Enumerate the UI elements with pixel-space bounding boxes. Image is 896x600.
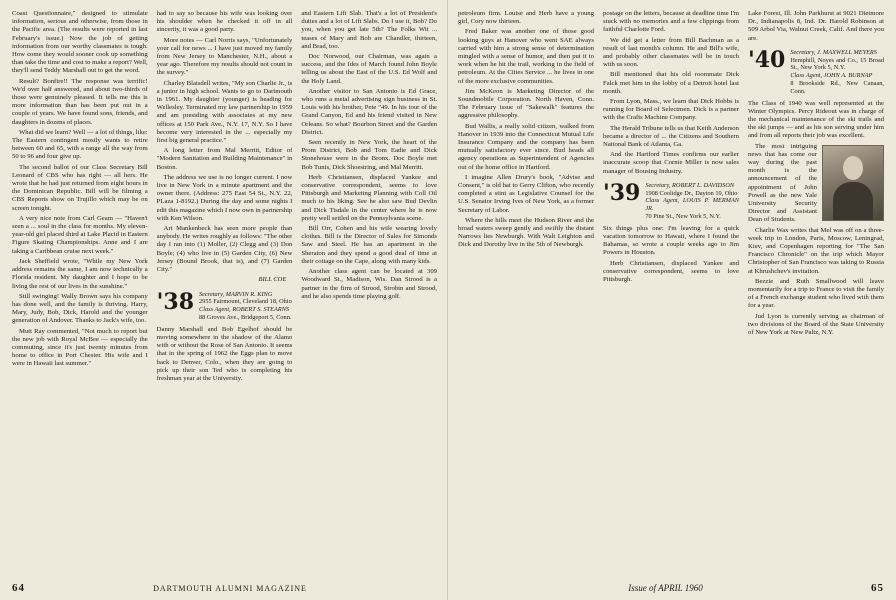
paragraph: Where the hills meet the Hudson River and the broad waters sweep gently and swiftly the distant Narrows lies Newburgh. With Walt Leighton and Dick and Dorothy live in the 5th of Newburgh.: [458, 216, 594, 249]
paragraph: Bill Orr, Cohen and his wife wearing lovely clothes. Bill is the Director of Sales for Simonds Saw and Steel. He has an apartment in the Sheraton and they spend a good deal of time at their cottage on the Cape, along with many kids.: [301, 225, 438, 265]
left-column-3: [301, 10, 437, 570]
paragraph: The most intriguing news that has come our way during the past month is the announcement of the appointment of John Powell as the new Yale University Security Director and Assistant Dean of Students.: [748, 142, 817, 224]
class-officers: [199, 291, 292, 322]
paragraph: Still swinging! Wally Brown says his company has done well, and the family is thriving. Harry, Mary, Judy, Bob, Dick, Harold and the younger generation of Andover. Thanks to Jack's wife, too.: [12, 292, 148, 325]
left-columns: [12, 10, 437, 570]
portrait-photo: [822, 145, 884, 221]
paragraph: From Lyon, Mass., we learn that Dick Hobbs is running for Board of Selectmen. Dick is a partner with the Crafts Machine Company.: [603, 98, 739, 122]
right-page: [448, 0, 896, 600]
agent-label: Class Agent, LOUIS P. MERMAN JR.: [645, 197, 739, 213]
paragraph: Art Mankenbeck has seen more people than anybody. He writes roughly as follows: "The other day I ran into (1) Moller, (2) Clegg and (3) Don Boyle; (4) who live in (5) Garden City, (6) New Jersey (Bound Brook, that is), and (7) Garden City.": [156, 225, 293, 274]
paragraph: Six things plus one: I'm leaving for a quick vacation tomorrow to Hawaii, where I found the Bahamas, so wrote a couple weeks ago to Jim Powers in Houston.: [603, 224, 739, 257]
paragraph: Herb Christiansen, displaced Yankee and conservative correspondent, seems to love Pittsburgh and Marketing Planning with Coll Oil much to his liking. See he also saw Bud Devlin and Dick Tisdale in the center where he is now pretty well settled on the Pennsylvania scene.: [301, 173, 438, 222]
class-heading-40: [748, 46, 884, 96]
paragraph: Seen recently in New York, the heart of the Prom District, Bob and Tom Eadie and Dick Stonehouse were in the Bronx. Doc Boyle met Bob Tunis, Dick Shoestring, and Mal Merritt.: [301, 139, 438, 171]
portrait-head: [843, 156, 863, 180]
magazine-title: DARTMOUTH ALUMNI MAGAZINE: [153, 584, 307, 593]
paragraph: The address we use is no longer current. I now live in New York in a minute apartment and the owner there. (Address: 275 East 54 St., N.Y. 22, PLaza 1-8192.) During the day and some nights I edit this magazine which I now own in partnership with Ken Wilson.: [156, 173, 293, 222]
right-columns: [458, 10, 884, 570]
paragraph: Doc Norwood, our Chairman, was again a success, and the Ides of March found John Boyle telling us about the East of the U.S. Ed Wolf and the Holy Land.: [301, 53, 438, 85]
portrait-body: [833, 182, 873, 220]
left-footer: [12, 582, 435, 594]
paragraph: Charlie Wax writes that Mel was off on a three-week trip to London, Paris, Moscow, Leningrad, Kiev, and Copenhagen reporting for "The San Francisco Chronicle" on the trip which Mayor Christopher of San Francisco was taking to Russia at Khrushchev's invitation.: [748, 226, 884, 275]
paragraph: Jack Sheffield wrote, "While my New York address remains the same, I am now technically a Florida resident. My daughter and I hope to be living the rest of our lives in the sunshine.": [12, 257, 148, 290]
secretary-address: Hemphill, Noyes and Co., 15 Broad St., New York 5, N.Y.: [790, 56, 884, 72]
paragraph: Another visitor to San Antonio is Ed Grace, who runs a metal advertising sign business in St. Louis with his brother, Pete "49. In his tour of the Grand Canyon, Ed and his friend visited in New Orleans. So what? Bourbon Street and the Garden District.: [301, 87, 438, 136]
paragraph: And the Hartford Times confirms our earlier inaccurate scoop that Cornie Miller is now sales manager of Bousing Industry.: [603, 151, 739, 175]
paragraph: Jim McKeon is Marketing Director of the Soundmobile Corporation. North Haven, Conn. The February issue of "Sakewalk" features the aggressive philosophy.: [458, 87, 594, 120]
paragraph: A very nice note from Carl Geam — "Haven't seen a ... soul in the class for months. My eleven-year-old girl placed third at Lake Placid in Eastern Figure Skating Championships. Anne and I are taking a Caribbean cruise next week.": [12, 214, 148, 255]
class-officers: [645, 182, 739, 221]
right-column-3: [748, 10, 884, 570]
paragraph: What did we learn? Well — a lot of things, like: The Eastern contingent mostly wants to retire between 60 and 65, with a range all the way from 50 to 96 and four give up.: [12, 128, 148, 161]
paragraph: Bezzie and Ruth Smallwood will leave momentarily for a trip to France to visit the family of a French exchange student who lived with them for a year.: [748, 277, 884, 310]
paragraph: Herb Christiansen, displaced Yankee and conservative correspondent, seems to love Pittsburgh.: [603, 259, 739, 284]
agent-label: Class Agent, ROBERT S. STEARNS: [199, 306, 290, 314]
page-number: 64: [12, 582, 25, 594]
paragraph: A long letter from Mal Merritt, Editor of "Modern Sanitation and Building Maintenance" in Boston.: [156, 147, 293, 171]
paragraph: The Class of 1940 was well represented at the Winter Olympics. Percy Rideout was in charge of the mechanical maintenance of the ski trails and the ski jumps — and as his son serving under him and from all reports their job was excellent.: [748, 99, 884, 140]
left-column-2: [157, 10, 293, 570]
paragraph: Another class agent can be located at 309 Woodward St., Madison, Wis. Dan Strood is a partner in the firm of Strood, Strobin and Strood, and he also spends time playing golf.: [301, 268, 438, 300]
page-number: 65: [870, 582, 884, 594]
paragraph: Lake Forest, Ill. John Parkhurst at 9021 Dietmore Dr., Indianapolis 8, Ind. Dr. Harold Robinson at 509 Arbol Via, Walnut Creek, Calif. And there you are.: [748, 10, 884, 42]
agent-address: 88 Groves Ave., Bridgeport 5, Conn.: [199, 313, 292, 321]
secretary-label: Secretary, J. MAXWELL MEYERS: [790, 48, 877, 56]
paragraph: petroleum firm. Louise and Herb have a young girl, Cory now thirteen.: [458, 10, 594, 26]
paragraph: More notes — Carl Norris says, "Unfortunately your call for news ... I have just moved my family from New Jersey to Manchester, N.H., about a year ago. Therefore my results should not count in the survey.": [156, 36, 293, 77]
secretary-address: 1908 Coolidge Dr., Dayton 19, Ohio: [645, 189, 738, 197]
class-year: '38: [156, 288, 195, 315]
secretary-label: Secretary, ROBERT L. DAVIDSON: [645, 181, 735, 189]
class-officers: [790, 49, 884, 96]
paragraph: Fred Baker was another one of those good looking guys at Hanover who went SAE always carried with him a strong sense of determination mingled with a sense of humor, and then put it to work when he hit the trail, working in the field of petroleum. At the Cities Service ... he lives in one of the more exclusive communities.: [458, 28, 594, 85]
paragraph: Jud Lyon is currently serving as chairman of two divisions of the Board of the State University of New York at New Paltz, N.Y.: [748, 312, 884, 337]
paragraph: postage on the letters, because at deadline time I'm stuck with no memories and a few clippings from faithful Charlotte Ford.: [603, 10, 739, 34]
paragraph: Result? Bonfire!! The response was terrific! We'd over half answered, and about two-thirds of those were genuinely pleased. It tells me this is more information than has been put out in a couple of years. We have found sons, friends, and daughters in dozens of places.: [12, 77, 148, 126]
issue-label: Issue of APRIL 1960: [628, 583, 703, 593]
paragraph: Bud Wallis, a really solid citizen, walked from Hanover in 1939 into the Connecticut Mutual Life Insurance Company and the company has been mutually satisfactory ever since. Bud heads all agency operations as Superintendent of Agencies out of the home office in Hartford.: [458, 122, 594, 171]
right-footer: [460, 582, 884, 594]
right-column-2: [603, 10, 739, 570]
column-signature: BILL COE: [258, 276, 287, 284]
paragraph: and Eastern Lift Slab. That's a lot of President's duties and a lot of Lift Slabs. Do I use it, Bob? Do you, when you get late 5th? The Folks Wit ... teases of Mary and Bob are Chandler, thirteen, and Brad, too.: [301, 10, 438, 50]
paragraph: We did get a letter from Bill Bachman as a result of last month's column. He and Bill's wife, and probably other classmates will be in touch with us soon.: [603, 36, 739, 69]
class-heading-38: [156, 288, 293, 322]
right-column-1: [458, 10, 594, 570]
paragraph: Charley Blaisdell writes, "My son Charlie Jr., is a junior in high school. Wants to go to Dartmouth in 1961. My daughter (younger) is heading for Wellesley. Terminated my law partnership in 1959 and am presiding with associates at my new offices at 150 Park Ave., N.Y. 17, N.Y. So I have become very interested in the ... especially my first big general practice.": [156, 79, 293, 145]
agent-address: 8 Brookside Rd., New Canaan, Conn.: [790, 80, 884, 95]
paragraph: had to say so because his wife was looking over his shoulder when he checked it off in all sincerity, it was a good party.: [156, 10, 293, 34]
paragraph: I imagine Allen Drury's book, "Advise and Consent," is old hat to Gerry Clifton, who recently completed a stint as Legislative Counsel for the U.S. Senator Irving Ives of New York, as a former Secretary of Labor.: [458, 173, 594, 214]
class-year: '40: [748, 46, 786, 73]
secretary-label: Secretary, MARVIN R. KING: [199, 290, 273, 298]
paragraph: Coast Questionnaire," designed to stimulate information, serious and otherwise, from those in the Pacific area. (The results were reported in last February's issue.) Now the job of getting information from our worthy classmates is tough. How come they would sooner cook up something than take the time and cost to make a report? Well, they'll send Teddy Marshall out to get the word.: [12, 10, 148, 75]
paragraph: The Herald Tribune tells us that Keith Anderson became a director of ... the Citizens and Southern National Bank of Atlanta, Ga.: [603, 124, 739, 149]
paragraph: Bill mentioned that his old roommate Dick Falck met him in the lobby of a Detroit hotel last month.: [603, 71, 739, 95]
agent-address: 70 Pine St., New York 5, N.Y.: [645, 213, 721, 221]
left-column-1: [12, 10, 148, 570]
paragraph: Mutt Ray commented, "Not much to report but the new job with Royal McBee — especially the commuting, since it's just twenty minutes from home to office in Port Chester. His wife and I were in Hawaii last summer.": [12, 327, 148, 368]
paragraph: Danny Marshall and Bob Egelhof should be moving somewhere in the shadow of the Alamo with or without the Rose of San Antonio. It seems that in the spring of 1962 the Eggs plan to move back to Denver, Colo., when they are going to pick up their son Ted who is completing his freshman year at the University.: [156, 325, 293, 382]
secretary-address: 2955 Fairmount, Cleveland 18, Ohio: [199, 298, 292, 306]
class-heading-39: [603, 179, 739, 221]
class-year: '39: [603, 179, 641, 206]
paragraph: The second ballot of our Class Secretary Bill Leonard of CBS who has right — all hers. He wrote that he had just returned from eight hours in the Dominican Republic. Bill will be filming a CBS Reports show on Trujillo which may be on screen tonight.: [12, 163, 148, 212]
agent-label: Class Agent, JOHN A. BURNAP: [790, 72, 873, 80]
